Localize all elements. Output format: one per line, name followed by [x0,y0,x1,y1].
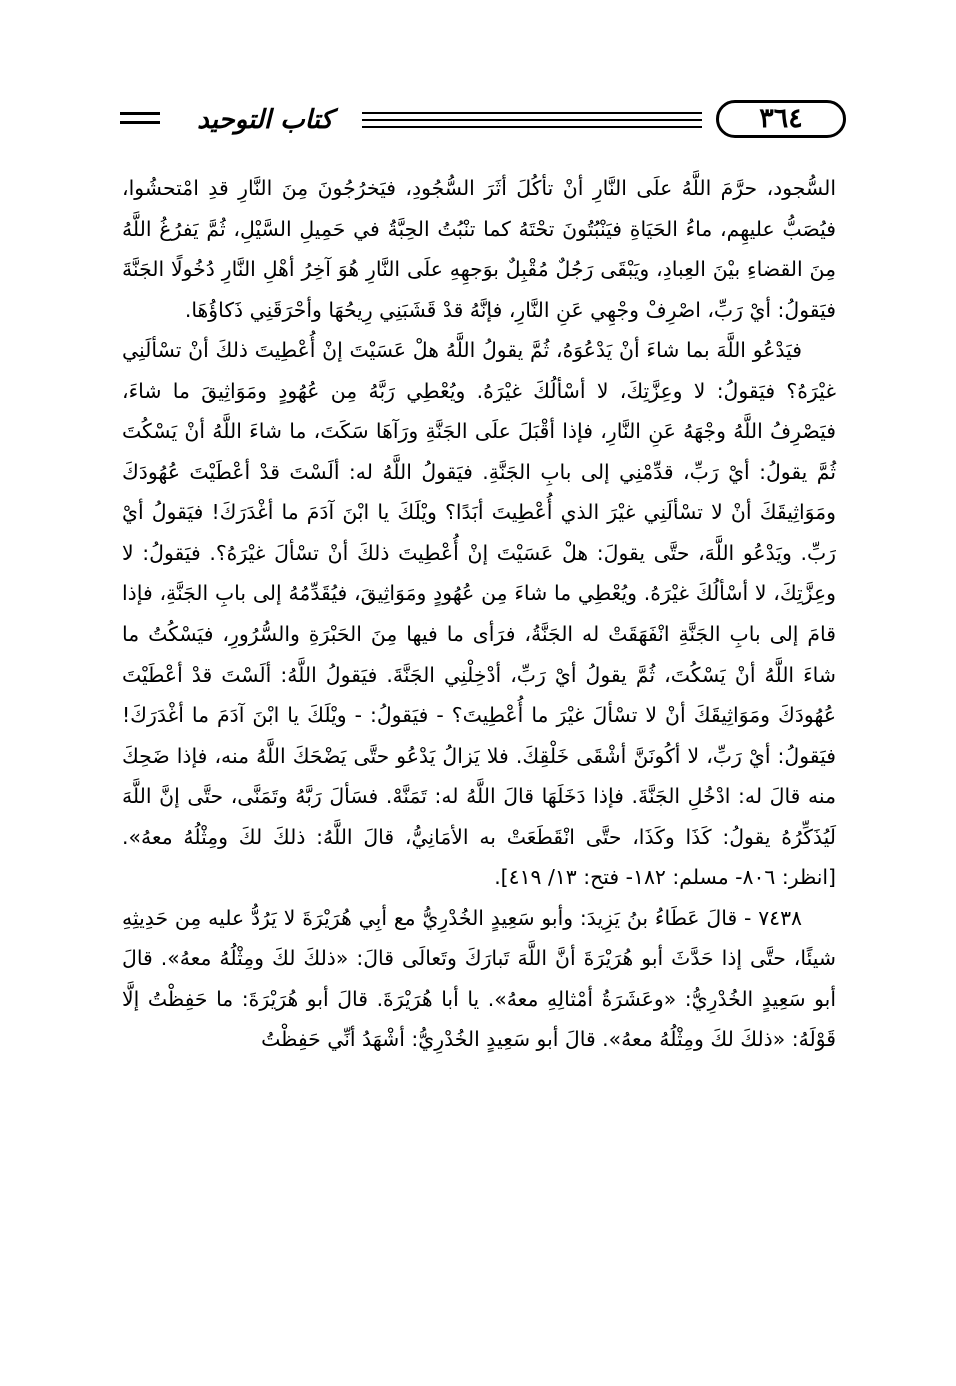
page-header [120,100,840,140]
header-rule [362,110,702,130]
page-body [122,168,836,1060]
paragraph-2: فيَدْعُو اللَّهَ بما شاءَ أنْ يَدْعُوَهُ، ثُمَّ يقولُ اللَّهُ هلْ عَسَيْتَ إنْ أُعْطِيتَ ذلكَ أنْ تسْألَنِي غيْرَهُ؟ فيَقولُ: لا وعِزَّتِكَ، لا أسْألُكَ غيْرَهُ. ويُعْطِي رَبَّهُ مِن عُهُودٍ ومَوَاثِيقَ ما شاءَ، فيَصْرِفُ اللَّهُ وجْهَهُ عَنِ النَّارِ، فإذا أقْبَلَ علَى الجَنَّةِ ورَآهَا سَكَتَ، ما شاءَ اللَّهُ أنْ يَسْكُتَ ثُمَّ يقولُ: أيْ رَبِّ، قدِّمْنِي إلى بابِ الجَنَّةِ. فيَقولُ اللَّهُ له: ألَسْتَ قدْ أعْطَيْتَ عُهُودَكَ ومَوَاثِيقَكَ أنْ لا تسْألَنِي غيْرَ الذي أُعْطِيتَ أبَدًا؟ ويْلَكَ يا ابْنَ آدَمَ ما أغْدَرَكَ! فيَقولُ أيْ رَبِّ. ويَدْعُو اللَّهَ، حتَّى يقولَ: هلْ عَسَيْتَ إنْ أُعْطِيتَ ذلكَ أنْ تسْألَ غيْرَهُ؟. فيَقولُ: لا وعِزَّتِكَ، لا أسْألُكَ غيْرَهُ. ويُعْطِي ما شاءَ مِن عُهُودٍ ومَوَاثِيقَ، فيُقَدِّمُهُ إلى بابِ الجَنَّةِ، فإذا قامَ إلى بابِ الجَنَّةِ انْفَهَقَتْ له الجَنَّةُ، فرَأى ما فيها مِنَ الحَبْرَةِ والسُّرُورِ، فيَسْكُتُ ما شاءَ اللَّهُ أنْ يَسْكُتَ، ثُمَّ يقولُ أيْ رَبِّ، أدْخِلْنِي الجَنَّةَ. فيَقولُ اللَّهُ: ألَسْتَ قدْ أعْطَيْتَ عُهُودَكَ ومَوَاثِيقَكَ أنْ لا تسْألَ غيْرَ ما أُعْطِيتَ؟ - فيَقولُ: - ويْلَكَ يا ابْنَ آدَمَ ما أغْدَرَكَ! فيَقولُ: أيْ رَبِّ، لا أكُونَنَّ أشْقَى خَلْقِكَ. فلا يَزالُ يَدْعُو حتَّى يَضْحَكَ اللَّهُ منه، فإذا ضَحِكَ منه قالَ له: ادْخُلِ الجَنَّةَ. فإذا دَخَلَهَا قالَ اللَّهُ له: تَمَنَّهْ. فسَألَ رَبَّهُ وتَمَنَّى، حتَّى إنَّ اللَّهَ لَيُذَكِّرُهُ يقولُ: كَذَا وكَذَا، حتَّى انْقَطَعَتْ به الأمَانِيُّ، قالَ اللَّهُ: ذلكَ لكَ ومِثْلُهُ معهُ». [انظر: ٨٠٦- مسلم: ١٨٢- فتح: ١٣/ ٤١٩]. [122,338,836,890]
paragraph-3: ٧٤٣٨ - قالَ عَطَاءُ بنُ يَزِيدَ: وأبو سَعِيدٍ الخُدْرِيُّ مع أبِي هُرَيْرَةَ لا يَرُدُّ عليه مِن حَدِيثِهِ شيئًا، حتَّى إذا حَدَّثَ أبو هُرَيْرَةَ أنَّ اللَّهَ تَبارَكَ وتَعالَى قالَ: «ذلكَ لكَ ومِثْلُهُ معهُ». قالَ أبو سَعِيدٍ الخُدْرِيُّ: «وعَشَرَةُ أمْثالِهِ معهُ». يا أبا هُرَيْرَةَ. قالَ أبو هُرَيْرَةَ: ما حَفِظْتُ إلَّا قَوْلَهُ: «ذلكَ لكَ ومِثْلُهُ معهُ». قالَ أبو سَعِيدٍ الخُدْرِيُّ: أشْهَدُ أنِّي حَفِظْتُ [122,905,836,1052]
paragraph-1: السُّجود، حرَّمَ اللَّهُ علَى النَّارِ أنْ تأكُلَ أثَرَ السُّجُودِ، فيَخرُجُونَ مِنَ النَّارِ قدِ امْتحشُوا، فيُصَبُّ عليهِم، ماءُ الحَيَاةِ فيَنْبُتُونَ تحْتَهُ كما تنْبُتُ الحِبَّةُ في حَمِيلِ السَّيْلِ، ثُمَّ يَفرُغُ اللَّهُ مِنَ القضاءِ بيْنَ العِبادِ، ويَبْقَى رَجُلٌ مُقْبِلٌ بوَجهِهِ علَى النَّارِ هُوَ آخِرُ أهْلِ النَّارِ دُخُولًا الجَنَّةَ فيَقولُ: أيْ رَبِّ، اصْرِفْ وجْهِي عَنِ النَّارِ، فإنَّهُ قدْ قَشَبَنِي رِيحُهَا وأحْرَقَنِي ذَكاؤُهَا. [122,176,836,322]
header-left-dash [120,112,160,126]
book-title: كتاب التوحيد [197,105,333,135]
page-number-badge: ٣٦٤ [716,100,846,138]
